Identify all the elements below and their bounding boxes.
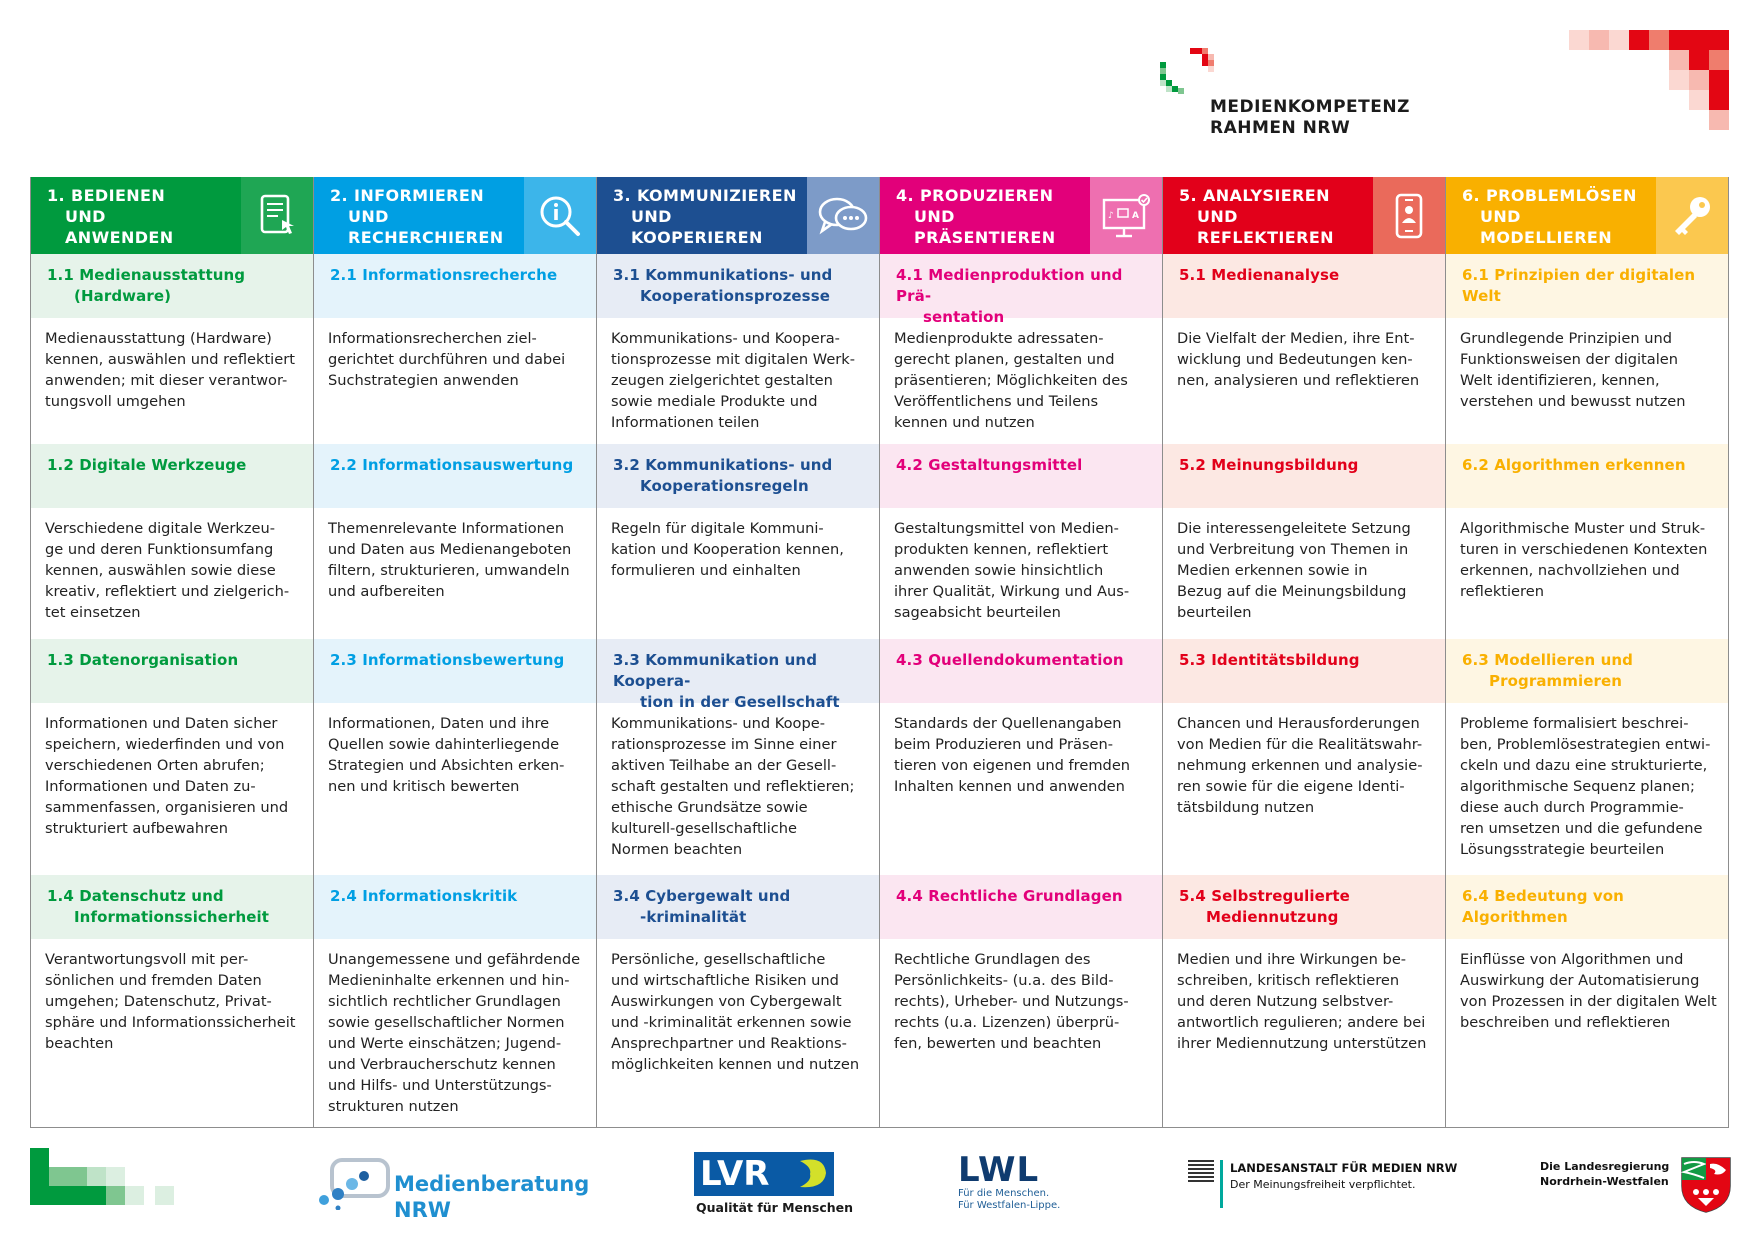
column-header <box>880 177 1162 254</box>
landesanstalt-text <box>1230 1160 1457 1193</box>
landesregierung-line-2: Nordrhein-Westfalen <box>1540 1175 1669 1188</box>
decorative-pixel <box>1709 90 1729 110</box>
subarea-title-text: 5.4 Selbstregulierte <box>1179 887 1350 905</box>
subarea-title <box>1446 444 1728 508</box>
lwl-logo <box>958 1152 1098 1222</box>
subarea-description: Unangemessene und gefährdende Medieninhalte erkennen und hin- sichtlich rechtlicher Grundlagen sowie gesellschaftlicher Normen und Werte einschätzen; Jugend- und Verbraucherschutz kennen und Hilfs- und Unterstützungs- strukturen nutzen <box>328 951 581 1115</box>
column-header <box>1446 177 1728 254</box>
landesregierung-nrw-logo <box>1540 1156 1740 1226</box>
lvr-logo-box <box>694 1152 834 1196</box>
subarea-title <box>880 444 1162 508</box>
subarea-title <box>1163 254 1445 318</box>
decorative-pixel <box>49 1186 68 1205</box>
subarea-title <box>31 639 313 703</box>
subarea-title-text: 2.3 Informationsbewertung <box>330 651 565 669</box>
lvr-logo <box>694 1152 854 1222</box>
subarea-description: Medienprodukte adressaten- gerecht planen, gestalten und präsentieren; Möglichkeiten des Veröffentlichens und Teilens kennen und nutzen <box>894 330 1128 431</box>
subarea-description: Informationen, Daten und ihre Quellen sowie dahinterliegende Strategien und Absichten erken- nen und kritisch bewerten <box>328 715 565 795</box>
decorative-pixel <box>1178 88 1184 94</box>
subarea-title <box>880 254 1162 326</box>
decorative-pixel <box>30 1148 49 1167</box>
subarea-title <box>1446 254 1728 318</box>
decorative-pixel <box>125 1186 144 1205</box>
subarea-title-text: 6.2 Algorithmen erkennen <box>1462 456 1686 474</box>
subarea-title-text: 1.1 Medienausstattung <box>47 266 246 284</box>
subarea-title-text: 5.1 Medienanalyse <box>1179 266 1340 284</box>
decorative-pixel <box>1709 30 1729 50</box>
subarea-title <box>880 875 1162 939</box>
subarea-title <box>880 639 1162 703</box>
subarea-title-text: 3.2 Kommunikations- und <box>613 456 833 474</box>
decorative-pixel <box>1689 70 1709 90</box>
medienberatung-line-2: NRW <box>394 1198 451 1222</box>
column-header-line: PRÄSENTIEREN <box>914 228 1056 247</box>
subarea-title-text: 6.3 Modellieren und <box>1462 651 1634 669</box>
column-header-line: 4. PRODUZIEREN <box>896 186 1054 205</box>
decorative-pixel <box>155 1186 174 1205</box>
lvr-face-icon <box>794 1157 830 1191</box>
column-header-line: 5. ANALYSIEREN <box>1179 186 1330 205</box>
subarea-title-text: 2.4 Informationskritik <box>330 887 518 905</box>
decorative-pixel <box>1669 70 1689 90</box>
subarea-description: Verantwortungsvoll mit per- sönlichen und fremden Daten umgehen; Datenschutz, Privat- sphäre und Informationssicherheit beachten <box>45 951 296 1052</box>
decorative-pixel <box>68 1186 87 1205</box>
subarea-title <box>31 444 313 508</box>
subarea-title <box>597 875 879 939</box>
partner-logos-footer <box>0 1140 1754 1240</box>
column-header-title <box>880 177 1090 254</box>
subarea-title-text: 1.4 Datenschutz und <box>47 887 224 905</box>
decorative-pixel <box>106 1167 125 1186</box>
decorative-pixel <box>30 1186 49 1205</box>
subarea-title <box>31 254 313 318</box>
column-header-line: UND <box>348 207 389 226</box>
decorative-pixel <box>1709 50 1729 70</box>
subarea-description: Gestaltungsmittel von Medien- produkten kennen, reflektiert anwenden sowie hinsichtlich ihrer Qualität, Wirkung und Aus- sageabsicht beurteilen <box>894 520 1130 621</box>
decorative-pixel <box>68 1167 87 1186</box>
magnifier-info-icon <box>524 177 596 254</box>
column-header-line: ANWENDEN <box>65 228 174 247</box>
landesanstalt-name: LANDESANSTALT FÜR MEDIEN NRW <box>1230 1161 1458 1175</box>
subarea-title-text: 3.4 Cybergewalt und <box>613 887 791 905</box>
subarea-description: Medienausstattung (Hardware) kennen, auswählen und reflektiert anwenden; mit dieser verantwor- tungsvoll umgehen <box>45 330 295 410</box>
column-header-line: UND <box>1480 207 1521 226</box>
subarea-title-continuation: tion in der Gesellschaft <box>640 693 840 711</box>
lvr-logo-text: LVR <box>700 1154 770 1194</box>
subarea-title <box>1446 639 1728 703</box>
subarea-description: Chancen und Herausforderungen von Medien für die Realitätswahr- nehmung erkennen und analysie- ren sowie für die eigene Identi- tätsbildung nutzen <box>1177 715 1423 816</box>
subarea-description: Die interessengeleitete Setzung und Verbreitung von Themen in Medien erkennen sowie in Bezug auf die Meinungsbildung beurteilen <box>1177 520 1411 621</box>
medienkompetenzrahmen-logo <box>1160 48 1420 140</box>
subarea-title-text: 4.1 Medienproduktion und Prä- <box>896 266 1123 305</box>
subarea-title-continuation: sentation <box>923 308 1005 326</box>
column-header-line: 3. KOMMUNIZIEREN <box>613 186 797 205</box>
corner-pixel-decoration <box>1569 30 1729 138</box>
subarea-title <box>314 639 596 703</box>
subarea-description: Kommunikations- und Koopera- tionsprozesse mit digitalen Werk- zeugen zielgerichtet gestalten sowie mediale Produkte und Informationen teilen <box>611 330 856 431</box>
subarea-title-text: 2.1 Informationsrecherche <box>330 266 558 284</box>
subarea-description: Rechtliche Grundlagen des Persönlichkeits- (u.a. des Bild- rechts), Urheber- und Nutzungs- rechts (u.a. Lizenzen) überprü- fen, bewerten und beachten <box>894 951 1129 1052</box>
decorative-pixel <box>1569 30 1589 50</box>
presentation-screen-icon <box>1090 177 1162 254</box>
column-header-line: UND <box>65 207 106 226</box>
subarea-description: Verschiedene digitale Werkzeu- ge und deren Funktionsumfang kennen, auswählen sowie diese kreativ, reflektiert und zielgerich- tet einsetzen <box>45 520 290 621</box>
smartphone-user-icon <box>1373 177 1445 254</box>
subarea-description: Informationen und Daten sicher speichern, wiederfinden und von verschiedenen Orten abrufen; Informationen und Daten zu- sammenfassen, organisieren und strukturiert aufbewahren <box>45 715 289 837</box>
column-header <box>31 177 313 254</box>
subarea-description: Die Vielfalt der Medien, ihre Ent- wicklung und Bedeutungen ken- nen, analysieren und reflektieren <box>1177 330 1420 389</box>
subarea-title <box>597 639 879 711</box>
column-header-line: MODELLIEREN <box>1480 228 1613 247</box>
subarea-description: Regeln für digitale Kommuni- kation und Kooperation kennen, formulieren und einhalten <box>611 520 844 579</box>
subarea-description: Medien und ihre Wirkungen be- schreiben, kritisch reflektieren und deren Nutzung selbstver- antwortlich regulieren; andere bei ihrer Mediennutzung unterstützen <box>1177 951 1427 1052</box>
medienberatung-line-1: Medienberatung <box>394 1172 590 1196</box>
decorative-pixel <box>1160 80 1166 86</box>
competence-column-1 <box>31 177 314 1127</box>
subarea-title-continuation: Mediennutzung <box>1206 908 1339 926</box>
subarea-title-continuation: (Hardware) <box>74 287 172 305</box>
subarea-title-continuation: Kooperationsregeln <box>640 477 809 495</box>
decorative-pixel <box>1669 50 1689 70</box>
lwl-logo-text: LWL <box>958 1150 1040 1190</box>
subarea-title-continuation: Kooperationsprozesse <box>640 287 830 305</box>
landesregierung-text <box>1540 1159 1669 1189</box>
subarea-title-continuation: Programmieren <box>1489 672 1623 690</box>
decorative-pixel <box>1166 86 1172 92</box>
decorative-pixel <box>1649 30 1669 50</box>
lwl-slogan-1: Für die Menschen. <box>958 1188 1050 1199</box>
subarea-description: Informationsrecherchen ziel- gerichtet durchführen und dabei Suchstrategien anwenden <box>328 330 566 389</box>
subarea-title <box>1163 639 1445 703</box>
logo-line-2: RAHMEN NRW <box>1210 118 1351 138</box>
column-header-title <box>31 177 241 254</box>
decorative-pixel <box>1709 70 1729 90</box>
subarea-title-text: 6.4 Bedeutung von Algorithmen <box>1462 887 1624 926</box>
logo-line-1: MEDIENKOMPETENZ <box>1210 97 1410 117</box>
column-header-line: 6. PROBLEMLÖSEN <box>1462 186 1637 205</box>
medienberatung-nrw-logo <box>316 1154 590 1222</box>
subarea-title-text: 3.3 Kommunikation und Koopera- <box>613 651 818 690</box>
column-header-title <box>1446 177 1656 254</box>
column-header-title <box>1163 177 1373 254</box>
subarea-description: Themenrelevante Informationen und Daten aus Medienangeboten filtern, strukturieren, umwandeln und aufbereiten <box>328 520 572 600</box>
subarea-title-text: 4.2 Gestaltungsmittel <box>896 456 1083 474</box>
decorative-pixel <box>49 1167 68 1186</box>
decorative-pixel <box>1589 30 1609 50</box>
decorative-pixel <box>1669 30 1689 50</box>
subarea-title <box>597 254 879 318</box>
subarea-description: Kommunikations- und Koope- rationsprozesse im Sinne einer aktiven Teilhabe an der Gesell- schaft gestalten und reflektieren; ethische Grundsätze sowie kulturell-gesellschaftliche Normen beachten <box>611 715 855 858</box>
column-header-line: UND <box>631 207 672 226</box>
subarea-title-text: 4.4 Rechtliche Grundlagen <box>896 887 1123 905</box>
medienberatung-dots-icon <box>316 1154 392 1210</box>
subarea-title-text: 5.2 Meinungsbildung <box>1179 456 1359 474</box>
subarea-title-text: 3.1 Kommunikations- und <box>613 266 833 284</box>
column-header-line: REFLEKTIEREN <box>1197 228 1334 247</box>
subarea-title <box>31 875 313 939</box>
subarea-description: Grundlegende Prinzipien und Funktionsweisen der digitalen Welt identifizieren, kennen, verstehen und bewusst nutzen <box>1460 330 1686 410</box>
decorative-pixel <box>1629 30 1649 50</box>
tablet-touch-icon <box>241 177 313 254</box>
chat-bubbles-icon <box>807 177 879 254</box>
competence-column-5 <box>1163 177 1446 1127</box>
key-icon <box>1656 177 1728 254</box>
subarea-title <box>1163 444 1445 508</box>
subarea-title-continuation: Informationssicherheit <box>74 908 270 926</box>
competence-column-6 <box>1446 177 1729 1127</box>
decorative-pixel <box>87 1186 106 1205</box>
subarea-description: Einflüsse von Algorithmen und Auswirkung der Automatisierung von Prozessen in der digitalen Welt beschreiben und reflektieren <box>1460 951 1717 1031</box>
column-header <box>314 177 596 254</box>
subarea-description: Persönliche, gesellschaftliche und wirtschaftliche Risiken und Auswirkungen von Cybergewalt und -kriminalität erkennen sowie Ansprechpartner und Reaktions- möglichkeiten kennen und nutzen <box>611 951 860 1073</box>
subarea-title <box>314 254 596 318</box>
subarea-description: Algorithmische Muster und Struk- turen in verschiedenen Kontexten erkennen, nachvollziehen und reflektieren <box>1460 520 1708 600</box>
subarea-title <box>314 875 596 939</box>
subarea-title <box>597 444 879 508</box>
lvr-slogan: Qualität für Menschen <box>696 1200 854 1215</box>
decorative-pixel <box>1609 30 1629 50</box>
column-header <box>1163 177 1445 254</box>
column-header-title <box>314 177 524 254</box>
subarea-title-text: 4.3 Quellendokumentation <box>896 651 1124 669</box>
subarea-description: Probleme formalisiert beschrei- ben, Problemlösestrategien entwi- ckeln und dazu eine strukturierte, algorithmische Sequenz planen; diese auch durch Programmie- ren umsetzen und die gefundene Lösungsstrategie beurteilen <box>1460 715 1711 858</box>
svg-text:♪: ♪ <box>1108 210 1114 221</box>
landesanstalt-slogan: Der Meinungsfreiheit verpflichtet. <box>1230 1178 1416 1191</box>
column-header-line: UND <box>1197 207 1238 226</box>
subarea-title <box>1163 875 1445 939</box>
landesanstalt-stripes-icon <box>1188 1160 1226 1208</box>
column-header-line: 1. BEDIENEN <box>47 186 166 205</box>
decorative-pixel <box>1709 110 1729 130</box>
subarea-title-text: 6.1 Prinzipien der digitalen Welt <box>1462 266 1696 305</box>
competence-column-4 <box>880 177 1163 1127</box>
decorative-pixel <box>1689 90 1709 110</box>
decorative-pixel <box>87 1167 106 1186</box>
decorative-pixel <box>1689 30 1709 50</box>
subarea-title-text: 5.3 Identitätsbildung <box>1179 651 1360 669</box>
subarea-title-continuation: -kriminalität <box>640 908 747 926</box>
column-header-line: UND <box>914 207 955 226</box>
landesregierung-line-1: Die Landesregierung <box>1540 1160 1670 1173</box>
logo-wordmark <box>1210 97 1410 139</box>
competence-column-3 <box>597 177 880 1127</box>
landesanstalt-medien-logo <box>1188 1160 1458 1210</box>
decorative-pixel <box>30 1167 49 1186</box>
subarea-title-text: 1.2 Digitale Werkzeuge <box>47 456 247 474</box>
column-header <box>597 177 879 254</box>
column-header-line: RECHERCHIEREN <box>348 228 504 247</box>
medienberatung-text <box>394 1171 589 1223</box>
subarea-title-text: 1.3 Datenorganisation <box>47 651 239 669</box>
column-header-line: 2. INFORMIEREN <box>330 186 485 205</box>
decorative-pixel <box>106 1186 125 1205</box>
svg-text:A: A <box>1132 210 1139 221</box>
decorative-pixel <box>1208 66 1214 72</box>
competence-column-2 <box>314 177 597 1127</box>
subarea-title-text: 2.2 Informationsauswertung <box>330 456 574 474</box>
column-header-line: KOOPERIEREN <box>631 228 763 247</box>
column-header-title <box>597 177 807 254</box>
subarea-description: Standards der Quellenangaben beim Produzieren und Präsen- tieren von eigenen und fremden Inhalten kennen und anwenden <box>894 715 1131 795</box>
subarea-title <box>314 444 596 508</box>
competence-grid <box>30 177 1729 1128</box>
nrw-coat-of-arms-icon <box>1680 1156 1732 1214</box>
decorative-pixel <box>1689 50 1709 70</box>
lwl-slogan-2: Für Westfalen-Lippe. <box>958 1200 1061 1211</box>
subarea-title <box>1446 875 1728 939</box>
